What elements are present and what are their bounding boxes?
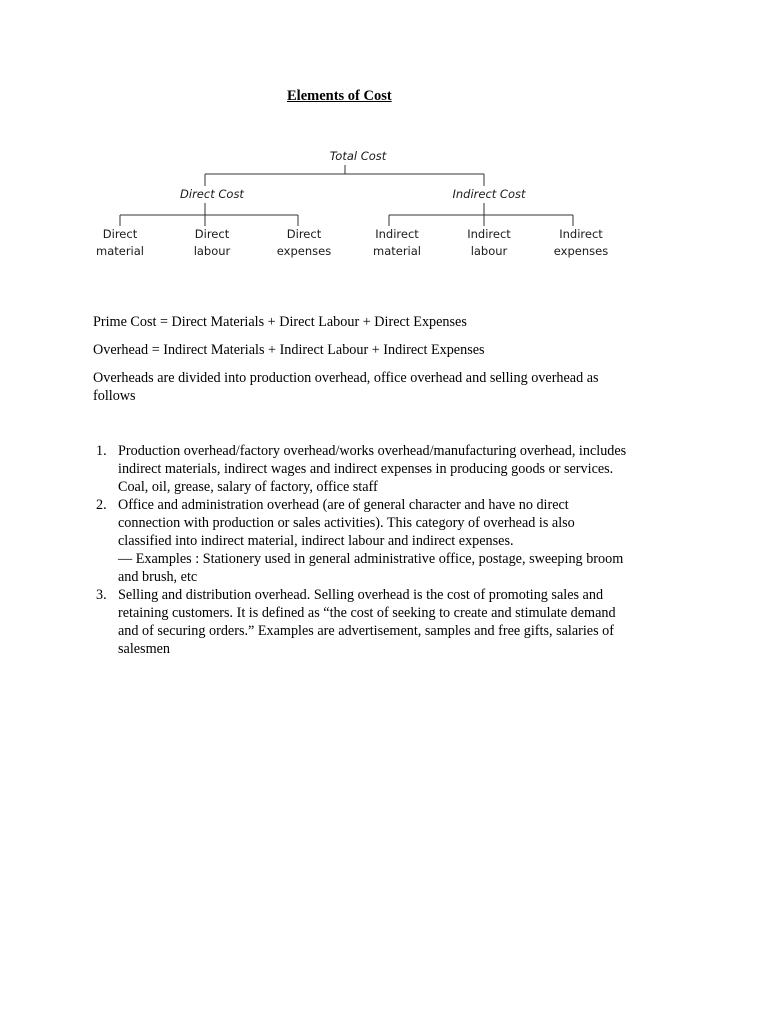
tree-leaf-direct-labour-line1: Direct <box>194 227 230 241</box>
tree-leaf-direct-material-line1: Direct <box>102 227 138 241</box>
list-item <box>93 586 683 658</box>
list-item-line: and of securing orders.” Examples are advertisement, samples and free gifts, salaries of <box>118 623 614 639</box>
list-item-line: Office and administration overhead (are of general character and have no direct <box>118 497 569 513</box>
tree-leaf-indirect-labour-line2: labour <box>470 244 508 258</box>
overheads-intro-paragraph <box>93 369 673 405</box>
list-item-number: 3. <box>96 587 107 603</box>
tree-branch-label-direct: Direct Cost <box>180 187 244 201</box>
list-item-line: salesmen <box>118 641 171 657</box>
list-item-line: and brush, etc <box>118 569 198 585</box>
tree-leaf-indirect-material-line1: Indirect <box>375 227 419 241</box>
tree-leaf-direct-expenses-line1: Direct <box>286 227 322 241</box>
list-item-line: Production overhead/factory overhead/works overhead/manufacturing overhead, includes <box>118 443 627 459</box>
tree-branch-label-indirect: Indirect Cost <box>452 187 526 201</box>
list-item <box>93 442 683 496</box>
cost-tree-diagram <box>0 0 768 280</box>
list-item-line: classified into indirect material, indirect labour and indirect expenses. <box>118 533 514 549</box>
list-item-line: Coal, oil, grease, salary of factory, office staff <box>118 479 378 495</box>
tree-leaf-indirect-expenses-line1: Indirect <box>559 227 603 241</box>
tree-leaf-indirect-material-line2: material <box>373 244 421 258</box>
list-item-line: — Examples : Stationery used in general administrative office, postage, sweeping broom <box>118 551 624 567</box>
overheads-intro-line1: Overheads are divided into production overhead, office overhead and selling overhead as <box>93 370 599 386</box>
prime-cost-formula: Prime Cost = Direct Materials + Direct Labour + Direct Expenses <box>93 314 467 330</box>
tree-leaf-direct-material-line2: material <box>96 244 144 258</box>
list-item-line: connection with production or sales activities). This category of overhead is also <box>118 515 575 531</box>
list-item-line: indirect materials, indirect wages and indirect expenses in producing goods or services. <box>118 461 614 477</box>
overhead-formula: Overhead = Indirect Materials + Indirect Labour + Indirect Expenses <box>93 342 485 358</box>
tree-leaf-indirect-labour-line1: Indirect <box>467 227 511 241</box>
overhead-types-list <box>93 442 683 658</box>
tree-leaf-direct-expenses-line2: expenses <box>276 244 332 258</box>
overheads-intro-line2: follows <box>93 388 136 404</box>
tree-leaf-direct-labour-line2: labour <box>193 244 231 258</box>
tree-root-label: Total Cost <box>329 149 387 163</box>
list-item <box>93 496 683 586</box>
list-item-number: 2. <box>96 497 107 513</box>
list-item-number: 1. <box>96 443 107 459</box>
list-item-line: retaining customers. It is defined as “the cost of seeking to create and stimulate demand <box>118 605 616 621</box>
tree-leaf-indirect-expenses-line2: expenses <box>553 244 609 258</box>
document-title: Elements of Cost <box>287 88 392 104</box>
list-item-line: Selling and distribution overhead. Selling overhead is the cost of promoting sales and <box>118 587 604 603</box>
